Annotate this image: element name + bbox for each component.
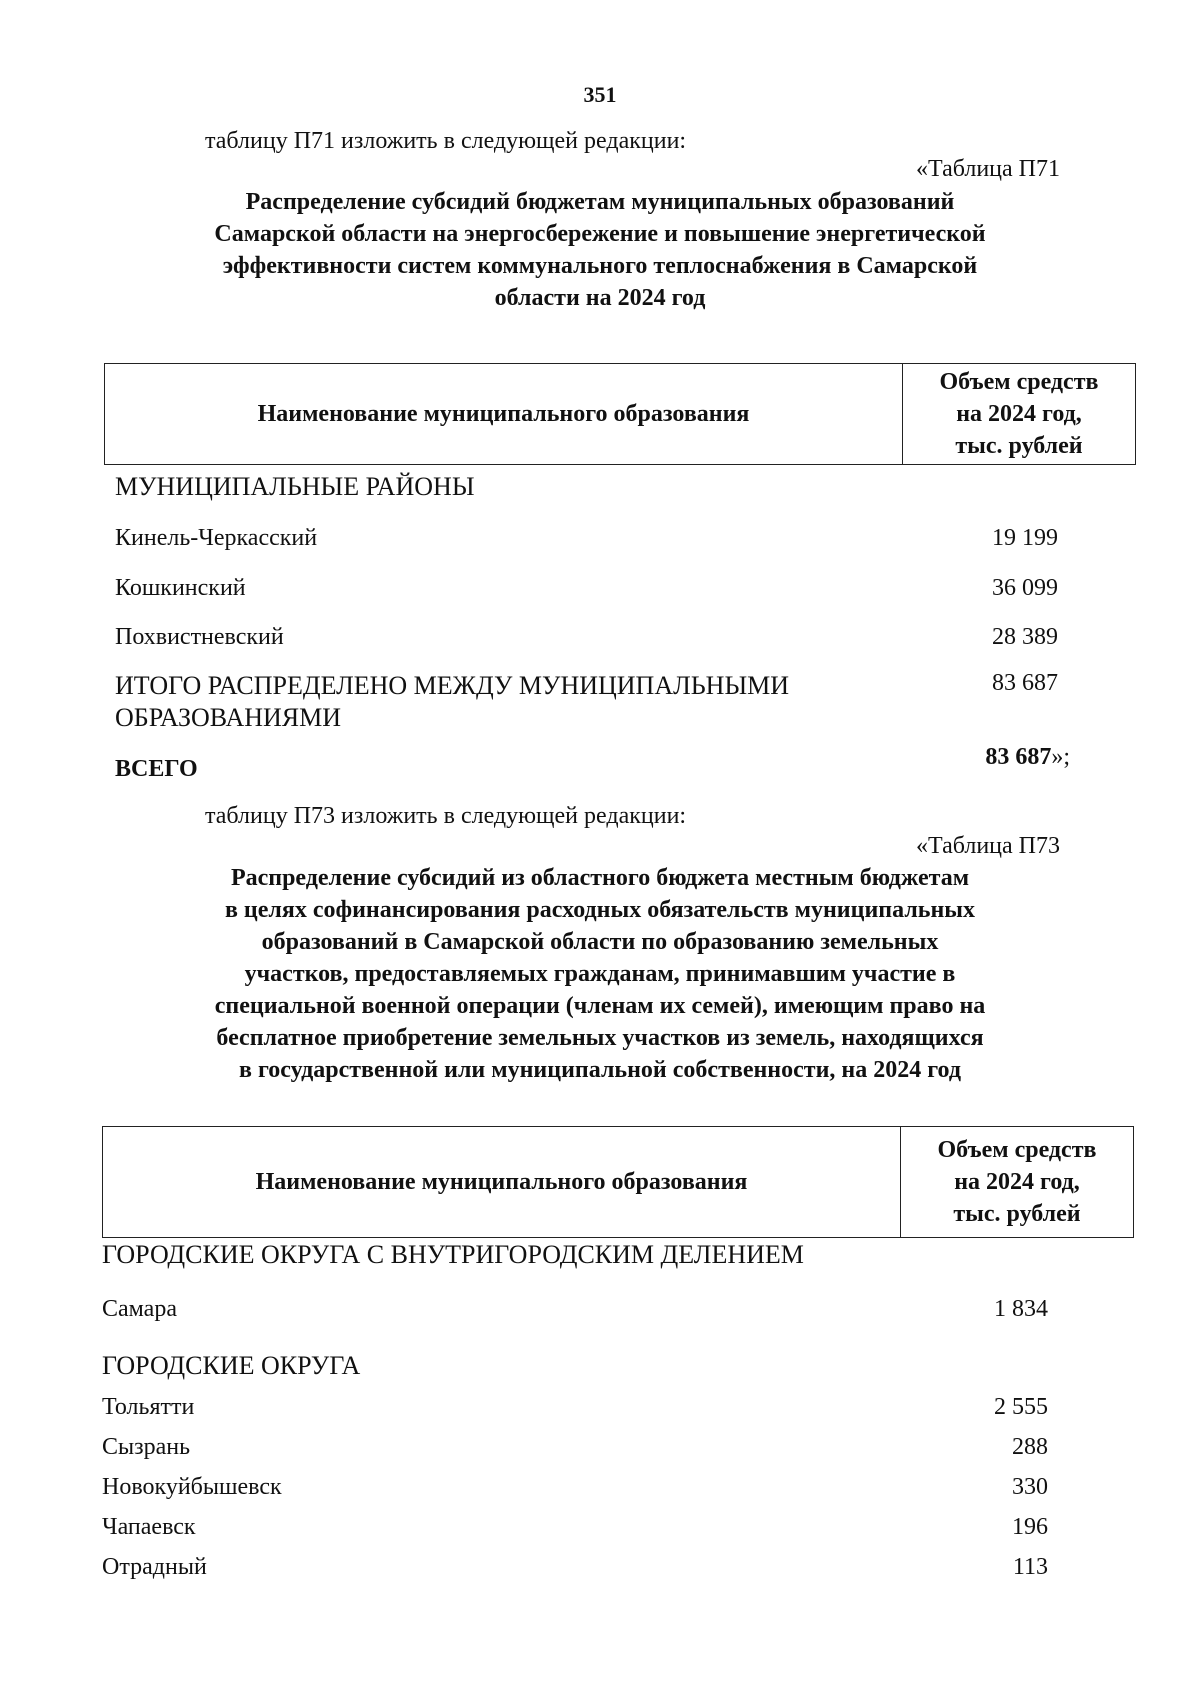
header-amount-line: тыс. рублей <box>955 433 1083 459</box>
subtotal-value: 83 687 <box>992 670 1058 696</box>
row-name: Отрадный <box>102 1554 207 1580</box>
row-name: Сызрань <box>102 1434 191 1460</box>
header-amount-line: тыс. рублей <box>953 1201 1081 1227</box>
total-suffix: »; <box>1051 744 1070 770</box>
table-title-p71 <box>130 186 1070 314</box>
title-line: в целях софинансирования расходных обязательств муниципальных <box>224 897 976 923</box>
header-amount-line: Объем средств <box>939 369 1099 395</box>
row-value: 113 <box>1012 1554 1048 1580</box>
title-line: специальной военной операции (членам их семей), имеющим право на <box>214 993 986 1019</box>
title-line: Распределение субсидий бюджетам муниципальных образований <box>245 189 955 215</box>
title-line: эффективности систем коммунального теплоснабжения в Самарской <box>222 253 978 279</box>
title-line: образований в Самарской области по образованию земельных <box>261 929 939 955</box>
title-line: Самарской области на энергосбережение и повышение энергетической <box>214 221 986 247</box>
row-value: 330 <box>1012 1474 1048 1500</box>
row-name: Чапаевск <box>102 1514 196 1540</box>
header-amount-line: на 2024 год, <box>954 1169 1080 1195</box>
intro-text-p73: таблицу П73 изложить в следующей редакции: <box>205 803 687 829</box>
page-number: 351 <box>583 82 617 107</box>
title-line: в государственной или муниципальной собственности, на 2024 год <box>239 1057 961 1083</box>
row-name: Кошкинский <box>115 575 246 601</box>
row-value: 36 099 <box>992 575 1058 601</box>
intro-text-p71: таблицу П71 изложить в следующей редакции: <box>205 128 687 154</box>
table-header-p73 <box>102 1126 1134 1238</box>
header-col-amount <box>901 1127 1133 1237</box>
table-label-p73: «Таблица П73 <box>916 833 1060 859</box>
subtotal-label-line: ИТОГО РАСПРЕДЕЛЕНО МЕЖДУ МУНИЦИПАЛЬНЫМИ <box>115 671 790 700</box>
table-header-p71 <box>104 363 1136 465</box>
title-line: Распределение субсидий из областного бюджета местным бюджетам <box>230 865 970 891</box>
title-line: бесплатное приобретение земельных участков из земель, находящихся <box>216 1025 984 1051</box>
total-value: 83 687 <box>985 744 1052 770</box>
row-value: 28 389 <box>992 624 1058 650</box>
header-col-name: Наименование муниципального образования <box>103 1127 901 1237</box>
title-line: области на 2024 год <box>494 285 706 311</box>
row-name: Кинель-Черкасский <box>115 525 318 551</box>
row-value: 1 834 <box>994 1296 1048 1322</box>
header-amount-line: Объем средств <box>937 1137 1097 1163</box>
row-value: 2 555 <box>994 1394 1048 1420</box>
row-value: 196 <box>1012 1514 1048 1540</box>
table-label-p71: «Таблица П71 <box>916 156 1060 182</box>
header-col-amount <box>903 364 1135 464</box>
table-title-p73 <box>130 862 1070 1086</box>
row-name: Новокуйбышевск <box>102 1474 282 1500</box>
row-value: 19 199 <box>992 525 1058 551</box>
subtotal-label-line: ОБРАЗОВАНИЯМИ <box>115 703 342 732</box>
header-col-name: Наименование муниципального образования <box>105 364 903 464</box>
row-name: Похвистневский <box>115 624 284 650</box>
title-line: участков, предоставляемых гражданам, принимавшим участие в <box>244 961 956 987</box>
row-name: Самара <box>102 1296 177 1322</box>
row-name: Тольятти <box>102 1394 195 1420</box>
header-amount-line: на 2024 год, <box>956 401 1082 427</box>
total-label: ВСЕГО <box>115 756 198 782</box>
row-value: 288 <box>1012 1434 1048 1460</box>
